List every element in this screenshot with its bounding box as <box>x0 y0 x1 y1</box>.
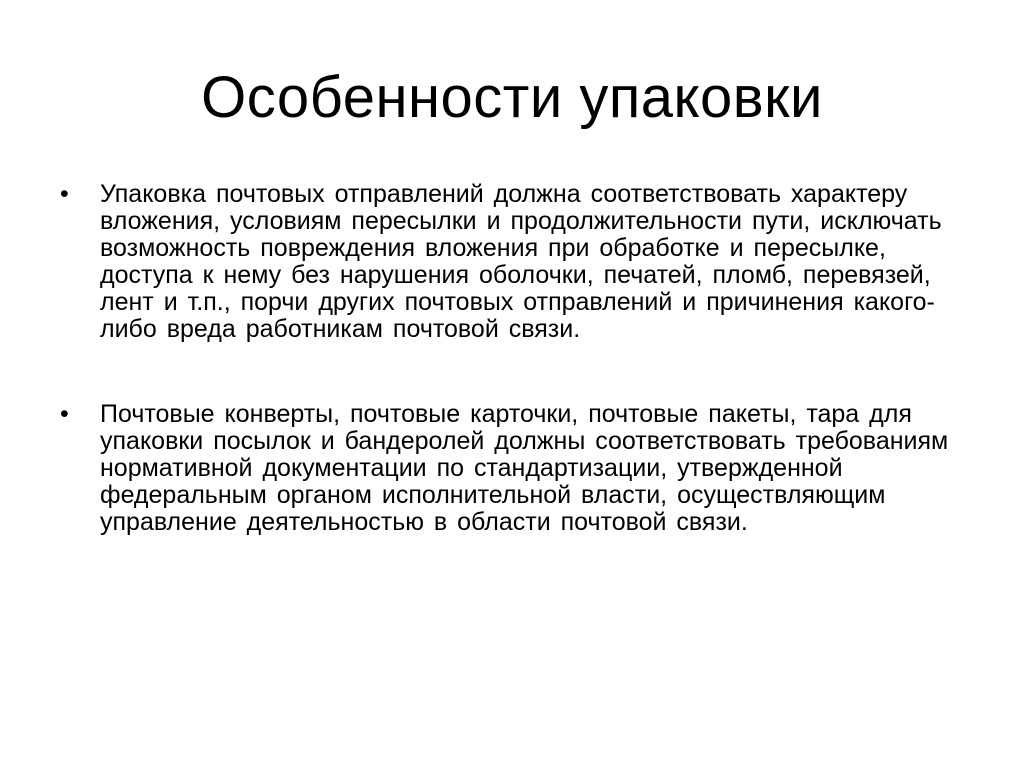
bullet-marker: • <box>60 180 69 208</box>
bullet-text: Почтовые конверты, почтовые карточки, почтовые пакеты, тара для упаковки посылок и бандеролей должны соответствовать требованиям нормативной документации по стандартизации, утвержденной федеральным органом исполнительной власти, осуществляющим управление деятельностью в области почтовой связи. <box>100 400 949 536</box>
bullet-text: Упаковка почтовых отправлений должна соответствовать характеру вложения, условиям пересылки и продолжительности пути, исключать возможность повреждения вложения при обработке и пересылке, доступа к нему без нарушения оболочки, печатей, пломб, перевязей, лент и т.п., порчи других почтовых отправлений и причинения какого-либо вреда работникам почтовой связи. <box>100 180 942 343</box>
bullet-item-envelopes-standards <box>60 401 960 536</box>
bullet-list <box>60 181 960 594</box>
bullet-marker: • <box>60 400 69 428</box>
bullet-item-packaging-requirements <box>60 181 960 343</box>
slide-title: Особенности упаковки <box>201 65 823 130</box>
